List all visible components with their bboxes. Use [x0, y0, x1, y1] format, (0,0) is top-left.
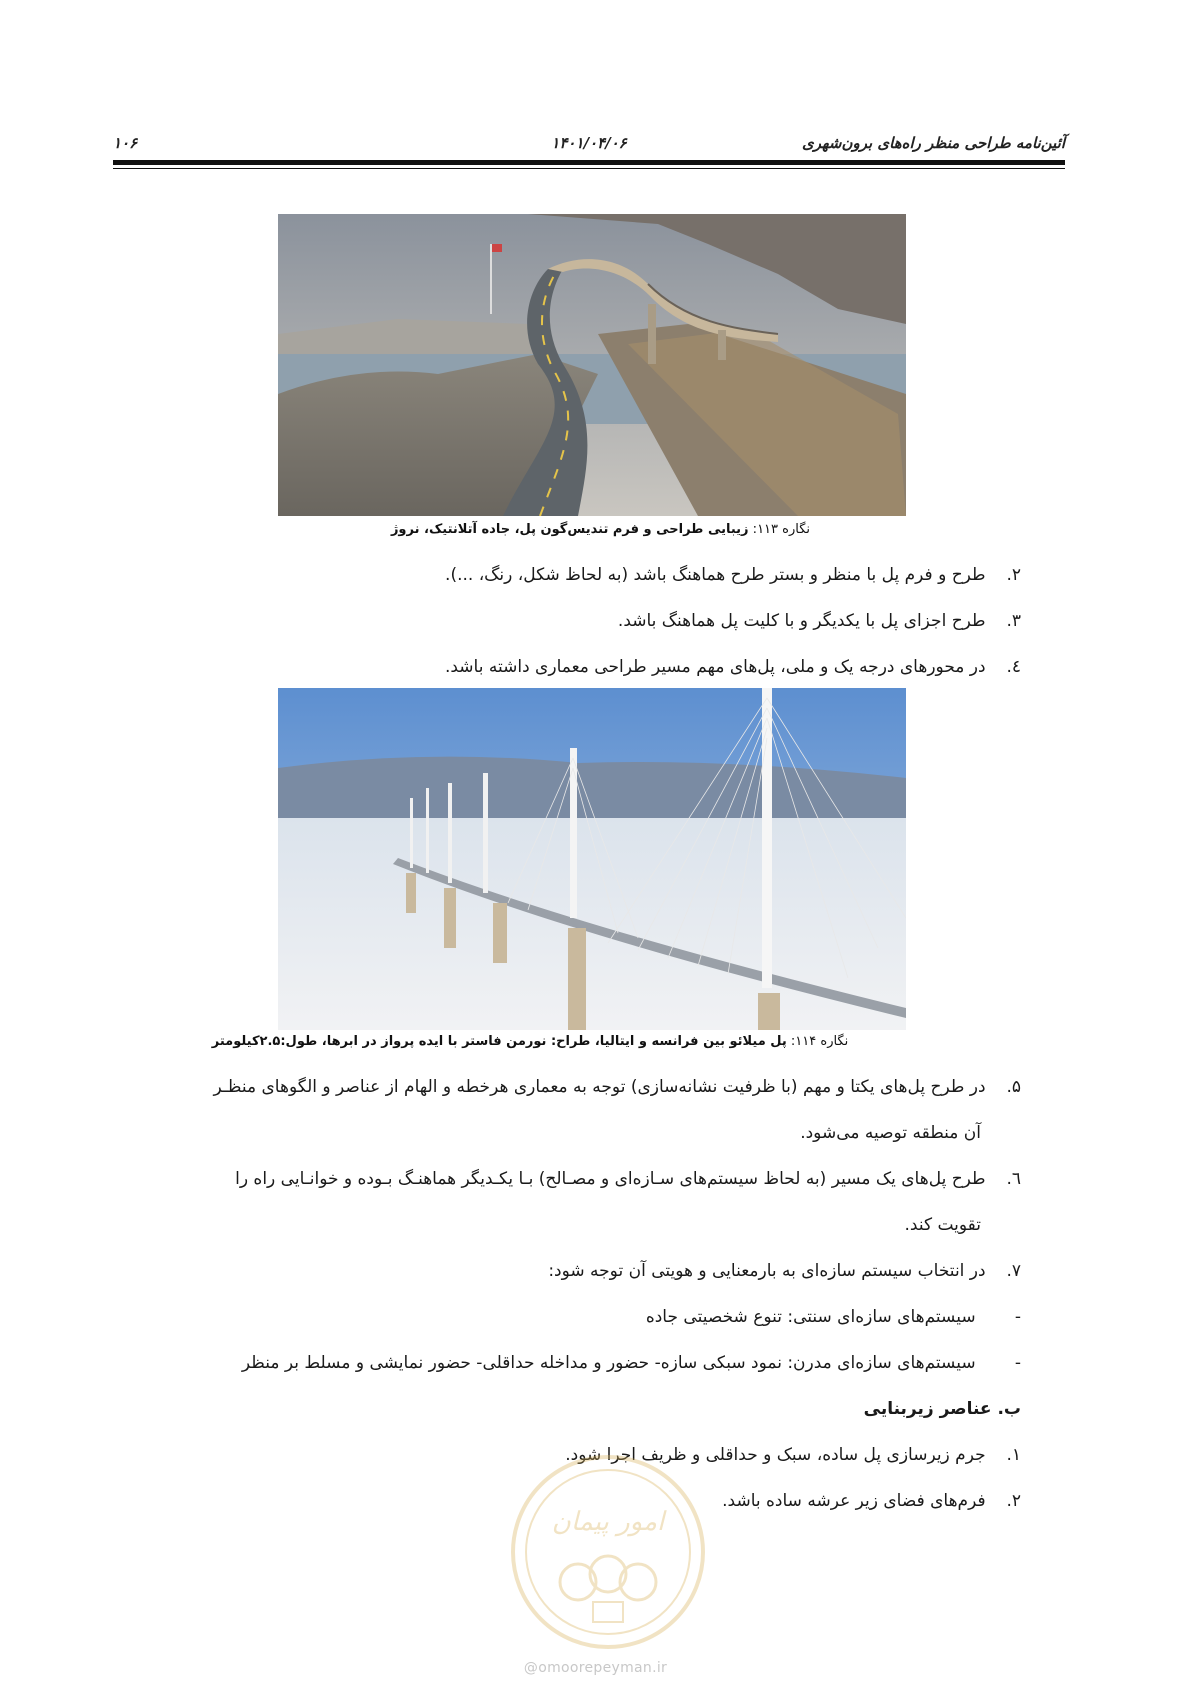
document-title: آئین‌نامه طراحی منظر راه‌های برون‌شهری [802, 134, 1065, 152]
watermark-logo-text: امور پیمان [551, 1507, 665, 1537]
sub-list-item: - سیستم‌های سازه‌ای مدرن: نمود سبکی سازه- حضور و مداخله حداقلی- حضور نمایشی و مسلط بر منظر [241, 1353, 1021, 1373]
watermark-url: @omoorepeyman.ir [523, 1660, 668, 1676]
figure-113-caption [150, 522, 810, 537]
page-header [113, 130, 1065, 156]
list-item: ۵. در طرح پل‌های یکتا و مهم (با ظرفیت نشانه‌سازی) توجه به معماری هرخطه و الهام از عناصر و الگوهای منظـر آن منطقه توصیه می‌شود. [213, 1077, 1021, 1143]
list-item: ۲. فرم‌های فضای زیر عرشه ساده باشد. [722, 1491, 1021, 1511]
bridge-photo-millau-viaduct [278, 688, 906, 1030]
list-item: ۲. طرح و فرم پل با منظر و بستر طرح هماهنگ باشد (به لحاظ شکل، رنگ، ...). [445, 565, 1021, 585]
sub-list-item: - سیستم‌های سازه‌ای سنتی: تنوع شخصیتی جاده [645, 1307, 1021, 1327]
list-item: ۷. در انتخاب سیستم سازه‌ای به بارمعنایی و هویتی آن توجه شود: [548, 1261, 1021, 1281]
figure-113-label: نگاره ۱۱۳: [752, 522, 810, 537]
list-item: ۳. طرح اجزای پل با یکدیگر و با کلیت پل هماهنگ باشد. [617, 611, 1021, 631]
list-item: ۱. جرم زیرسازی پل ساده، سبک و حداقلی و ظریف اجرا شود. [565, 1445, 1021, 1465]
list-item: ٤. در محورهای درجه یک و ملی، پل‌های مهم مسیر طراحی معماری داشته باشد. [444, 657, 1021, 677]
watermark-seal-icon [508, 1452, 708, 1652]
figure-114-caption [150, 1034, 910, 1049]
figure-113-text: زیبایی طراحی و فرم تندیس‌گون پل، جاده آتلانتیک، نروژ [390, 522, 749, 537]
section-heading: ب. عناصر زیربنایی [863, 1399, 1021, 1419]
bridge-photo-atlantic-road [278, 214, 906, 516]
header-rule-thin [113, 168, 1065, 169]
list-item: ٦. طرح پل‌های یک مسیر (به لحاظ سیستم‌های سـازه‌ای و مصـالح) بـا یکـدیگر هماهنـگ بـوده و خوانـایی راه را تقویت کند. [235, 1169, 1021, 1235]
figure-114-label: نگاره ۱۱۴: [790, 1034, 849, 1049]
figure-114-text: پل میلائو بین فرانسه و ایتالیا، طراح: نورمن فاستر با ایده پرواز در ابرها، طول:۲.۵کیلومتر [211, 1034, 787, 1049]
document-date: ۱۴۰۱/۰۴/۰۶ [551, 134, 627, 152]
page-number: ۱۰۶ [113, 134, 138, 152]
header-rule-thick [113, 160, 1065, 165]
